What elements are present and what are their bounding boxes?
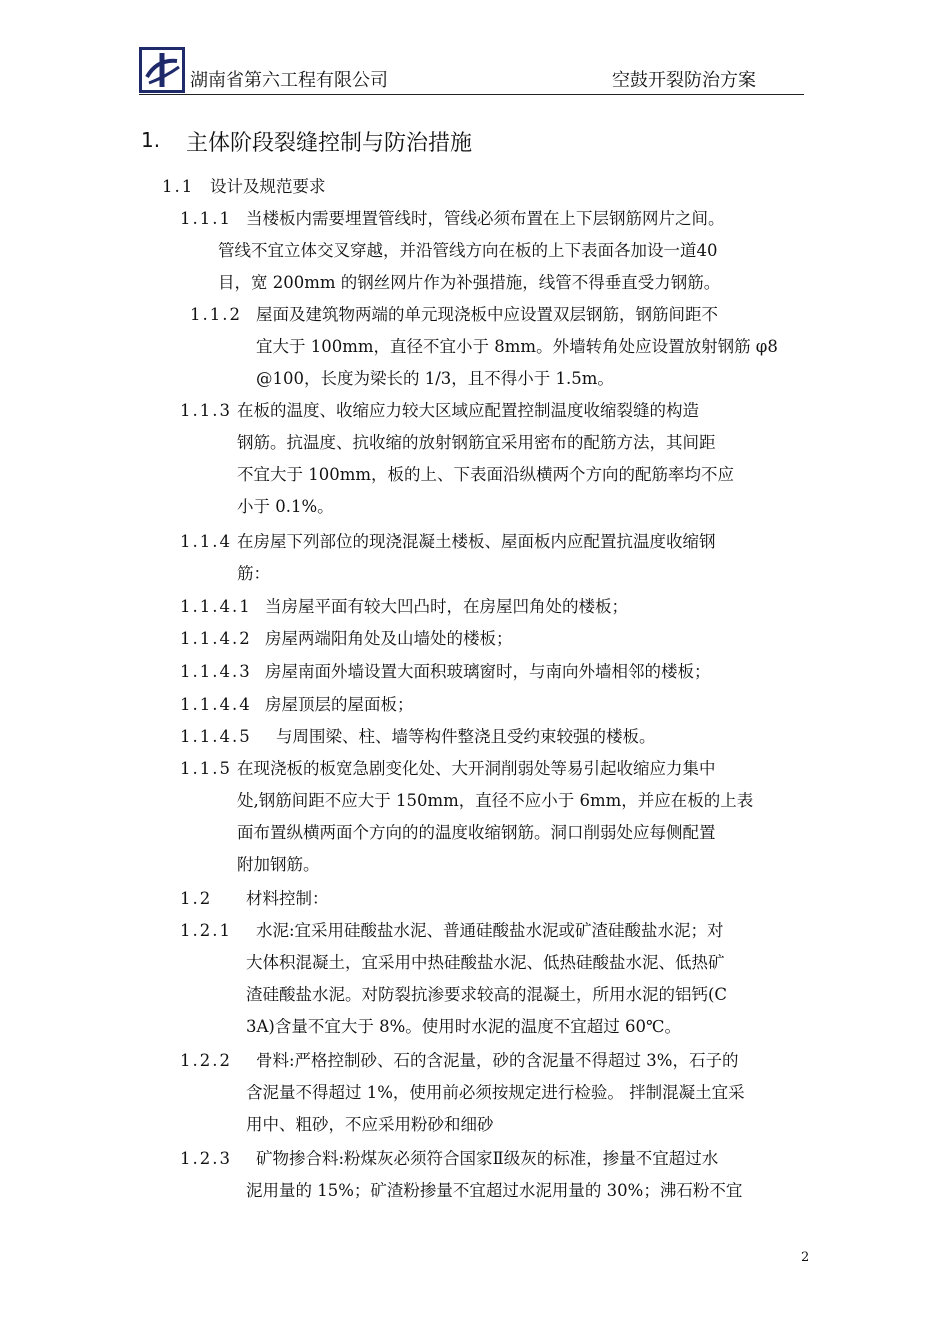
item-line: 在房屋下列部位的现浇混凝土楼板、屋面板内应配置抗温度收缩钢 <box>237 532 716 551</box>
item-line: 小于 0.1%。 <box>237 497 334 516</box>
section-title: 主体阶段裂缝控制与防治措施 <box>186 131 473 156</box>
item-line: 骨料:严格控制砂、石的含泥量，砂的含泥量不得超过 3%，石子的 <box>256 1051 739 1070</box>
item-line: 钢筋。抗温度、抗收缩的放射钢筋宜采用密布的配筋方法，其间距 <box>237 433 716 452</box>
item-number: 1.1.4.4 <box>180 695 252 714</box>
item-number: 1.2 <box>180 889 213 908</box>
item-number: 1.1.4.2 <box>180 629 252 648</box>
item-line: 3A)含量不宜大于 8%。使用时水泥的温度不宜超过 60℃。 <box>246 1017 681 1036</box>
item-line: 目，宽 200mm 的钢丝网片作为补强措施，线管不得垂直受力钢筋。 <box>218 273 721 292</box>
company-name: 湖南省第六工程有限公司 <box>190 70 388 91</box>
item-line: 面布置纵横两面个方向的的温度收缩钢筋。洞口削弱处应每侧配置 <box>237 823 716 842</box>
item-number: 1.2.2 <box>180 1051 232 1070</box>
item-line: 屋面及建筑物两端的单元现浇板中应设置双层钢筋，钢筋间距不 <box>256 305 718 324</box>
item-line: 附加钢筋。 <box>237 855 320 874</box>
item-line: 在板的温度、收缩应力较大区域应配置控制温度收缩裂缝的构造 <box>237 401 699 420</box>
item-number: 1.1.5 <box>180 759 232 778</box>
item-number: 1.2.1 <box>180 921 232 940</box>
document-title: 空鼓开裂防治方案 <box>612 70 756 91</box>
item-line: 房屋顶层的屋面板； <box>265 695 414 714</box>
item-line: 宜大于 100mm，直径不宜小于 8mm。外墙转角处应设置放射钢筋 φ8 <box>256 337 778 356</box>
item-line: 用中、粗砂，不应采用粉砂和细砂 <box>246 1115 494 1134</box>
item-line: 筋： <box>237 564 270 583</box>
item-number: 1.2.3 <box>180 1149 232 1168</box>
item-line: 水泥:宜采用硅酸盐水泥、普通硅酸盐水泥或矿渣硅酸盐水泥；对 <box>256 921 724 940</box>
item-number: 1.1.4.1 <box>180 597 252 616</box>
item-number: 1.1.4 <box>180 532 232 551</box>
item-line: 矿物掺合料:粉煤灰必须符合国家Ⅱ级灰的标准，掺量不宜超过水 <box>256 1149 719 1168</box>
item-line: 大体积混凝土，宜采用中热硅酸盐水泥、低热硅酸盐水泥、低热矿 <box>246 953 725 972</box>
item-line: 渣硅酸盐水泥。对防裂抗渗要求较高的混凝土，所用水泥的铝钙(C <box>246 985 728 1004</box>
item-line: 在现浇板的板宽急剧变化处、大开洞削弱处等易引起收缩应力集中 <box>237 759 716 778</box>
item-line: 管线不宜立体交叉穿越，并沿管线方向在板的上下表面各加设一道40 <box>218 241 718 260</box>
item-line: 设计及规范要求 <box>210 177 326 196</box>
item-line: 泥用量的 15%；矿渣粉掺量不宜超过水泥用量的 30%；沸石粉不宜 <box>246 1181 743 1200</box>
item-number: 1.1.2 <box>190 305 242 324</box>
item-line: 当楼板内需要埋置管线时，管线必须布置在上下层钢筋网片之间。 <box>246 209 725 228</box>
item-line: 当房屋平面有较大凹凸时，在房屋凹角处的楼板； <box>265 597 628 616</box>
page-number: 2 <box>801 1250 810 1265</box>
item-line: 房屋南面外墙设置大面积玻璃窗时，与南向外墙相邻的楼板； <box>265 662 711 681</box>
item-number: 1.1.4.3 <box>180 662 252 681</box>
item-line: 房屋两端阳角处及山墙处的楼板； <box>265 629 513 648</box>
header-divider <box>139 94 804 95</box>
item-number: 1.1.3 <box>180 401 232 420</box>
section-number: 1. <box>141 128 161 152</box>
item-line: @100，长度为梁长的 1/3，且不得小于 1.5m。 <box>256 369 614 388</box>
item-number: 1.1 <box>162 177 195 196</box>
item-number: 1.1.4.5 <box>180 727 252 746</box>
company-logo-icon <box>139 47 185 93</box>
item-line: 与周围梁、柱、墙等构件整浇且受约束较强的楼板。 <box>276 727 656 746</box>
item-number: 1.1.1 <box>180 209 232 228</box>
item-line: 不宜大于 100mm，板的上、下表面沿纵横两个方向的配筋率均不应 <box>237 465 735 484</box>
item-line: 材料控制： <box>246 889 329 908</box>
item-line: 含泥量不得超过 1%，使用前必须按规定进行检验。 拌制混凝土宜采 <box>246 1083 745 1102</box>
item-line: 处,钢筋间距不应大于 150mm，直径不应小于 6mm，并应在板的上表 <box>237 791 754 810</box>
